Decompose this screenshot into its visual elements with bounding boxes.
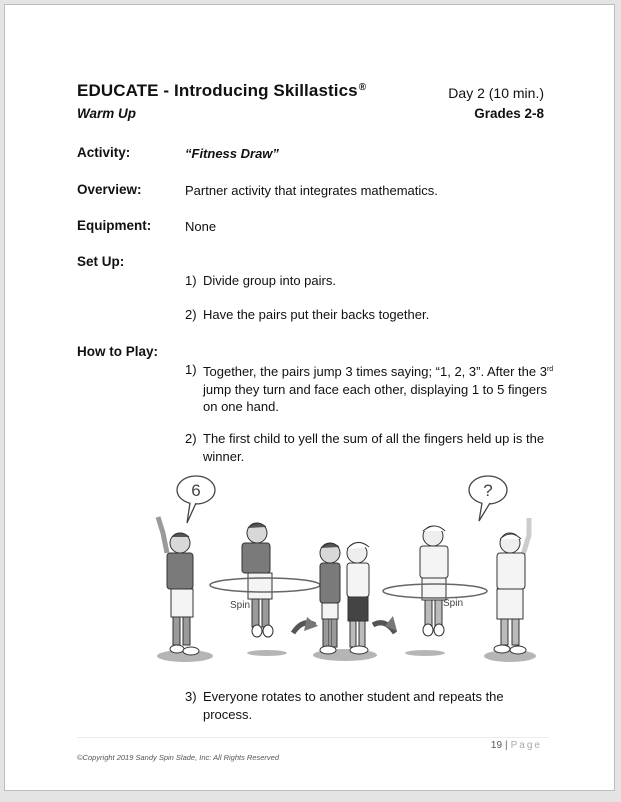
- how-to-play-label: How to Play:: [77, 344, 159, 359]
- step-number: 2): [185, 431, 197, 446]
- bubble-question: ?: [483, 481, 493, 500]
- step-text: Divide group into pairs.: [203, 273, 336, 288]
- step-text-part: Together, the pairs jump 3 times saying; “1, 2, 3”. After the: [203, 364, 540, 379]
- grade-range: Grades 2-8: [474, 106, 544, 121]
- setup-step: [185, 272, 555, 290]
- play-step: [185, 688, 555, 723]
- spin-label-left: Spin: [230, 600, 251, 611]
- equipment-label: Equipment:: [77, 218, 152, 233]
- overview-label: Overview:: [77, 182, 142, 197]
- title-text: EDUCATE - Introducing Skillastics: [77, 81, 358, 100]
- setup-step: [185, 306, 555, 324]
- footer-divider: [77, 737, 549, 738]
- step-text: [203, 361, 555, 416]
- step-text: Have the pairs put their backs together.: [203, 307, 430, 322]
- step-text: The first child to yell the sum of all the fingers held up is the winner.: [203, 431, 545, 464]
- copyright-notice: ©Copyright 2019 Sandy Spin Slade, Inc: All Rights Reserved: [77, 753, 280, 762]
- step-number: 2): [185, 307, 197, 322]
- overview-value: Partner activity that integrates mathematics.: [185, 183, 438, 198]
- setup-label: Set Up:: [77, 254, 125, 269]
- page-separator: |: [505, 740, 508, 751]
- spin-label-right: Spin: [443, 598, 464, 609]
- equipment-value: None: [185, 219, 217, 234]
- step-text: Everyone rotates to another student and repeats the process.: [203, 689, 504, 722]
- step-text-part: jump they turn and face each other, displaying 1 to 5 fingers on one hand.: [203, 381, 547, 414]
- page-number-value: 19: [490, 740, 503, 751]
- page-word: Page: [510, 740, 542, 751]
- page-subtitle: Warm Up: [77, 106, 137, 121]
- play-step: [185, 430, 555, 465]
- bubble-six: 6: [191, 481, 201, 500]
- ordinal-suffix: rd: [546, 366, 554, 373]
- ordinal-number: 3: [539, 364, 547, 379]
- registered-mark: ®: [358, 82, 367, 93]
- page-number: [491, 740, 542, 751]
- kids-jumping-illustration: [145, 473, 555, 673]
- activity-label: Activity:: [77, 145, 131, 160]
- play-step: [185, 361, 555, 416]
- day-duration: Day 2 (10 min.): [448, 85, 544, 101]
- step-number: 1): [185, 362, 197, 377]
- page-title: [77, 81, 366, 101]
- step-number: 3): [185, 689, 197, 704]
- step-number: 1): [185, 273, 197, 288]
- document-page: [4, 4, 615, 791]
- activity-value: “Fitness Draw”: [185, 146, 279, 161]
